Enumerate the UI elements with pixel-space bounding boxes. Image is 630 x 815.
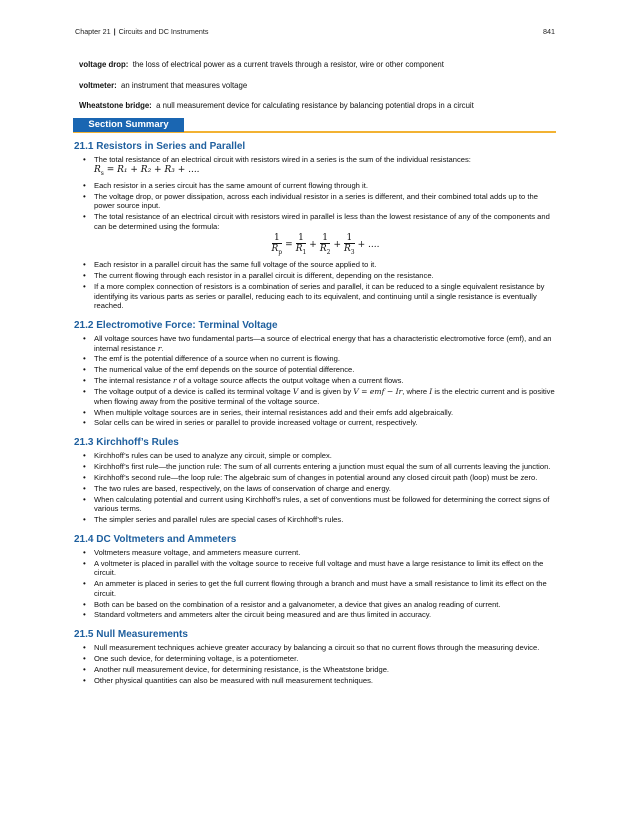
list-item: • Solar cells can be wired in series or parallel to provide increased voltage or current, respectively.	[74, 418, 558, 428]
denominator	[344, 244, 355, 258]
list-item: • Voltmeters measure voltage, and ammeters measure current.	[74, 548, 558, 558]
glossary-term: Wheatstone bridge:	[79, 101, 152, 110]
denominator	[320, 244, 331, 258]
formula-symbol: R	[271, 243, 279, 254]
list-item: • Kirchhoff’s second rule—the loop rule: The algebraic sum of changes in potential around any closed circuit path (loop) must be zero.	[74, 473, 558, 483]
glossary-definition: the loss of electrical power as a current travels through a resistor, wire or other component	[132, 60, 444, 69]
section-title: 21.4 DC Voltmeters and Ammeters	[74, 533, 237, 545]
fraction	[344, 234, 355, 258]
series-resistance-formula	[94, 166, 558, 178]
list-item: • The numerical value of the emf depends on the source of potential difference.	[74, 365, 558, 375]
glossary-entry	[79, 60, 559, 70]
numerator: 1	[320, 234, 331, 244]
glossary-definition: a null measurement device for calculating resistance by balancing potential drops in a circuit	[156, 101, 474, 110]
list-item: • Each resistor in a series circuit has the same amount of current flowing through it.	[74, 181, 558, 191]
math-variable: I	[429, 387, 433, 397]
math-variable: r	[157, 343, 162, 353]
formula-subscript: 1	[302, 248, 307, 256]
formula-rhs: = R₁ + R₂ + R₃ + ....	[106, 164, 200, 175]
glossary-term: voltage drop:	[79, 60, 129, 69]
numerator: 1	[296, 234, 307, 244]
plus-sign: +	[333, 239, 341, 250]
list-item: • When calculating potential and current using Kirchhoff’s rules, a set of conventions must be followed for determining the correct signs of various terms.	[74, 495, 558, 514]
list-item: • If a more complex connection of resistors is a combination of series and parallel, it can be reduced to a single equivalent resistance by identifying its various parts as series or parallel, reducing each to its equivalent, and continuing until a single resistance is eventually reached.	[74, 282, 558, 311]
plus-sign: +	[309, 239, 317, 250]
bullet-list	[74, 334, 558, 428]
chapter-number: Chapter 21	[75, 27, 111, 36]
formula-subscript: 3	[350, 248, 355, 256]
list-item	[74, 155, 558, 178]
bullet-text: All voltage sources have two fundamental parts—a source of electrical energy that has a characteristic electromotive force (emf), and an internal resistance	[94, 333, 552, 353]
list-item: • Another null measurement device, for determining resistance, is the Wheatstone bridge.	[74, 665, 558, 675]
denominator	[272, 244, 283, 258]
section-summary-heading: Section Summary	[73, 118, 184, 132]
fraction	[320, 234, 331, 258]
list-item: • A voltmeter is placed in parallel with the voltage source to receive full voltage and must have a large resistance to limit its effect on the circuit.	[74, 559, 558, 578]
glossary-term: voltmeter:	[79, 80, 117, 90]
glossary-entry	[79, 101, 559, 111]
bullet-list	[74, 451, 558, 525]
bullet-text: and is given by	[300, 387, 352, 397]
list-item: • Each resistor in a parallel circuit has the same full voltage of the source applied to it.	[74, 260, 558, 270]
list-item: • When multiple voltage sources are in series, their internal resistances add and their emfs add algebraically.	[74, 408, 558, 418]
list-item: • The emf is the potential difference of a source when no current is flowing.	[74, 354, 558, 364]
list-item: • An ammeter is placed in series to get the full current flowing through a branch and must have a small resistance to limit its effect on the circuit.	[74, 579, 558, 598]
list-item: • Kirchhoff’s rules can be used to analyze any circuit, simple or complex.	[74, 451, 558, 461]
summary-content	[74, 141, 558, 694]
page-header	[75, 27, 555, 39]
formula-symbol: R	[344, 243, 351, 254]
math-variable: V	[292, 387, 299, 397]
page-number: 841	[543, 27, 555, 36]
list-item	[74, 376, 558, 386]
fraction	[272, 234, 283, 258]
section-title: 21.1 Resistors in Series and Parallel	[74, 141, 246, 152]
fraction	[296, 234, 307, 258]
formula-symbol: R	[295, 243, 303, 254]
chapter-title: Circuits and DC Instruments	[118, 27, 209, 36]
numerator: 1	[344, 234, 355, 244]
math-variable: r	[172, 376, 177, 386]
formula-subscript: s	[100, 169, 104, 177]
running-head	[75, 27, 208, 36]
formula-tail: + ....	[357, 239, 380, 250]
list-item: • Kirchhoff’s first rule—the junction rule: The sum of all currents entering a junction must equal the sum of all currents leaving the junction.	[74, 462, 558, 472]
bullet-text: The voltage output of a device is called its terminal voltage	[94, 387, 291, 397]
section-21-1	[74, 141, 558, 311]
bullet-list	[74, 548, 558, 620]
section-summary-banner	[73, 118, 556, 132]
bullet-text: , where	[402, 387, 428, 397]
section-21-2	[74, 320, 558, 428]
bullet-text: The total resistance of an electrical circuit with resistors wired in parallel is less than the lowest resistance of any of the components and can be determined using the formula:	[94, 212, 550, 231]
section-21-4	[74, 534, 558, 620]
denominator	[296, 244, 307, 258]
list-item: • Both can be based on the combination of a resistor and a galvanometer, a device that gives an analog reading of current.	[74, 600, 558, 610]
formula-symbol: R	[319, 243, 327, 254]
terminal-voltage-equation: V = emf − Ir	[353, 387, 403, 397]
list-item	[74, 387, 558, 406]
bullet-list	[74, 643, 558, 685]
bullet-text: The total resistance of an electrical circuit with resistors wired in a series is the sum of the individual resistances:	[94, 155, 471, 164]
list-item: • Standard voltmeters and ammeters alter the circuit being measured and are thus limited in accuracy.	[74, 610, 558, 620]
list-item	[74, 334, 558, 353]
formula-subscript: 2	[326, 248, 331, 256]
formula-subscript: p	[278, 248, 283, 256]
bullet-text: The internal resistance	[94, 376, 171, 386]
list-item: • The simpler series and parallel rules are special cases of Kirchhoff’s rules.	[74, 515, 558, 525]
section-title: 21.5 Null Measurements	[74, 629, 188, 641]
list-item: • One such device, for determining voltage, is a potentiometer.	[74, 654, 558, 664]
list-item	[74, 212, 558, 257]
list-item: • The current flowing through each resistor in a parallel circuit is different, depending on the resistance.	[74, 271, 558, 281]
equals-sign: =	[285, 239, 293, 250]
bullet-text: is the electric current and is positive when flowing away from the positive terminal of the voltage source.	[94, 387, 555, 406]
list-item: • The two rules are based, respectively, on the laws of conservation of charge and energy.	[74, 484, 558, 494]
section-21-3	[74, 437, 558, 525]
bullet-text: .	[161, 343, 164, 353]
header-separator: |	[113, 27, 116, 36]
section-title: 21.3 Kirchhoff’s Rules	[74, 437, 179, 449]
formula-symbol: R	[94, 164, 101, 175]
bullet-list	[74, 155, 558, 311]
bullet-text: of a voltage source affects the output voltage when a current flows.	[178, 376, 404, 386]
section-21-5	[74, 629, 558, 685]
numerator: 1	[272, 234, 283, 244]
section-title: 21.2 Electromotive Force: Terminal Voltage	[74, 319, 278, 331]
glossary-entry	[79, 81, 559, 91]
glossary-list	[79, 60, 559, 122]
list-item: • Other physical quantities can also be measured with null measurement techniques.	[74, 676, 558, 686]
glossary-definition: an instrument that measures voltage	[121, 80, 248, 90]
list-item: • The voltage drop, or power dissipation, across each individual resistor in a series is different, and their combined total adds up to the power source input.	[74, 192, 558, 211]
parallel-resistance-formula	[94, 234, 558, 258]
list-item: • Null measurement techniques achieve greater accuracy by balancing a circuit so that no current flows through the measuring device.	[74, 643, 558, 653]
